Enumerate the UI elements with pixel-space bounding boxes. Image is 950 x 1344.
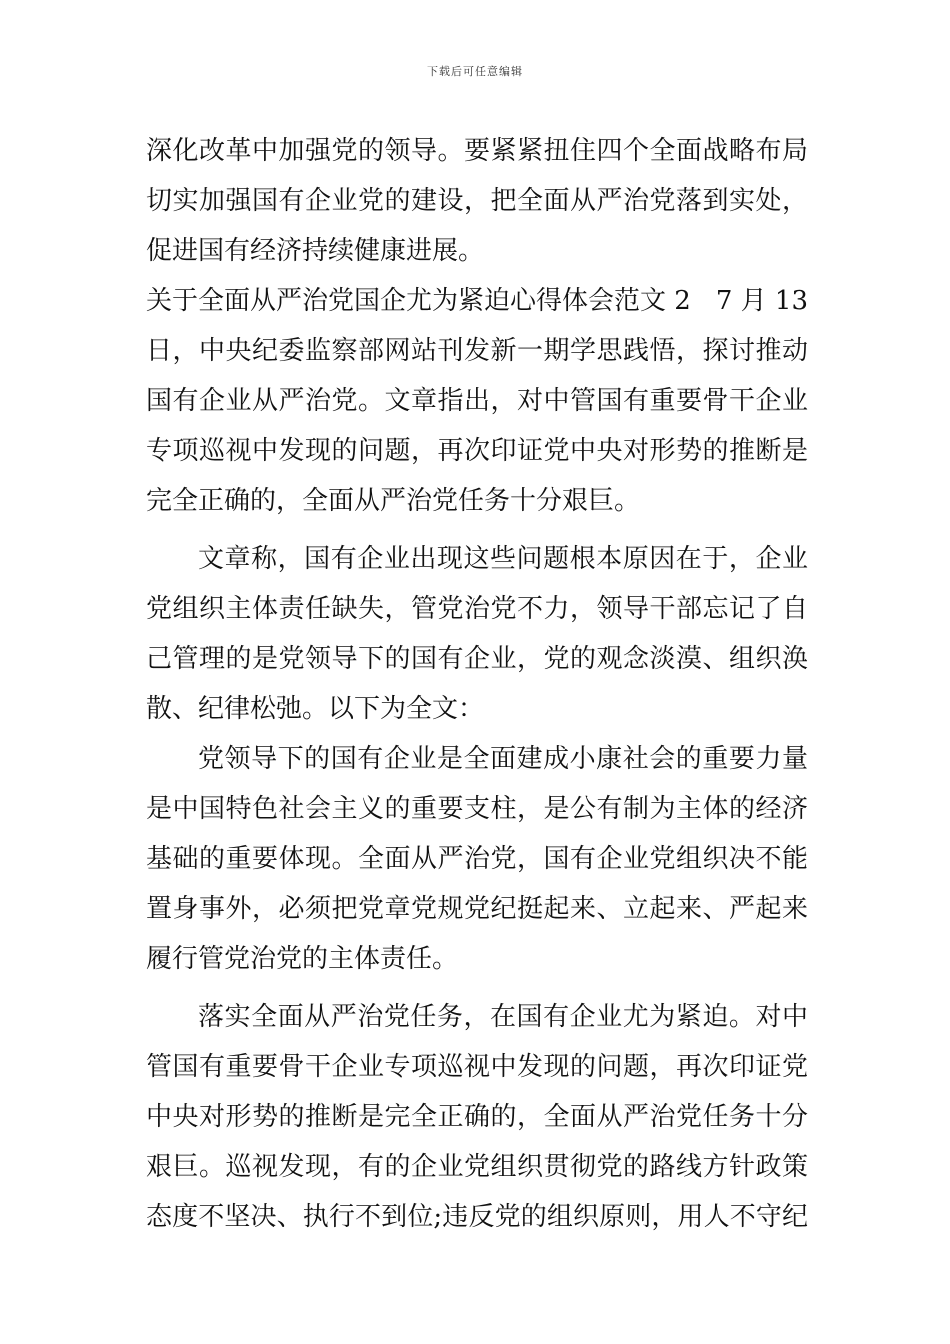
text-line: 完全正确的，全面从严治党任务十分艰巨。 [146, 486, 641, 516]
text-line: 置身事外，必须把党章党规党纪挺起来、立起来、严起来 [146, 894, 808, 924]
article-title: 关于全面从严治党国企尤为紧迫心得体会范文 2 [146, 286, 691, 316]
document-body [146, 126, 808, 1242]
text-line: 管国有重要骨干企业专项巡视中发现的问题，再次印证党 [146, 1052, 808, 1082]
text-line: 散、纪律松弛。以下为全文： [146, 694, 485, 724]
text-line: 己管理的是党领导下的国有企业，党的观念淡漠、组织涣 [146, 644, 808, 674]
paragraph-first-line: 落实全面从严治党任务，在国有企业尤为紧迫。对中 [198, 1002, 808, 1032]
text-line: 国有企业从严治党。文章指出，对中管国有重要骨干企业 [146, 386, 808, 416]
text-line: 日，中央纪委监察部网站刊发新一期学思践悟，探讨推动 [146, 336, 808, 366]
paragraph-first-line: 党领导下的国有企业是全面建成小康社会的重要力量 [198, 744, 808, 774]
text-line: 态度不坚决、执行不到位;违反党的组织原则，用人不守纪 [146, 1202, 808, 1232]
text-line: 履行管党治党的主体责任。 [146, 944, 459, 974]
text-line: 党组织主体责任缺失，管党治党不力，领导干部忘记了自 [146, 594, 808, 624]
paragraph-first-line: 文章称，国有企业出现这些问题根本原因在于，企业 [198, 544, 808, 574]
page-header: 下载后可任意编辑 [427, 65, 523, 78]
text-line: 专项巡视中发现的问题，再次印证党中央对形势的推断是 [146, 436, 808, 466]
text-line: 促进国有经济持续健康进展。 [146, 236, 485, 266]
text-line: 深化改革中加强党的领导。要紧紧扭住四个全面战略布局 [146, 136, 808, 166]
text-line: 基础的重要体现。全面从严治党，国有企业党组织决不能 [146, 844, 808, 874]
article-date: 7 月 13 [715, 286, 808, 316]
text-line: 是中国特色社会主义的重要支柱，是公有制为主体的经济 [146, 794, 808, 824]
article-heading [146, 276, 808, 326]
text-line: 切实加强国有企业党的建设，把全面从严治党落到实处， [146, 186, 808, 216]
text-line: 艰巨。巡视发现，有的企业党组织贯彻党的路线方针政策 [146, 1152, 808, 1182]
text-line: 中央对形势的推断是完全正确的，全面从严治党任务十分 [146, 1102, 808, 1132]
